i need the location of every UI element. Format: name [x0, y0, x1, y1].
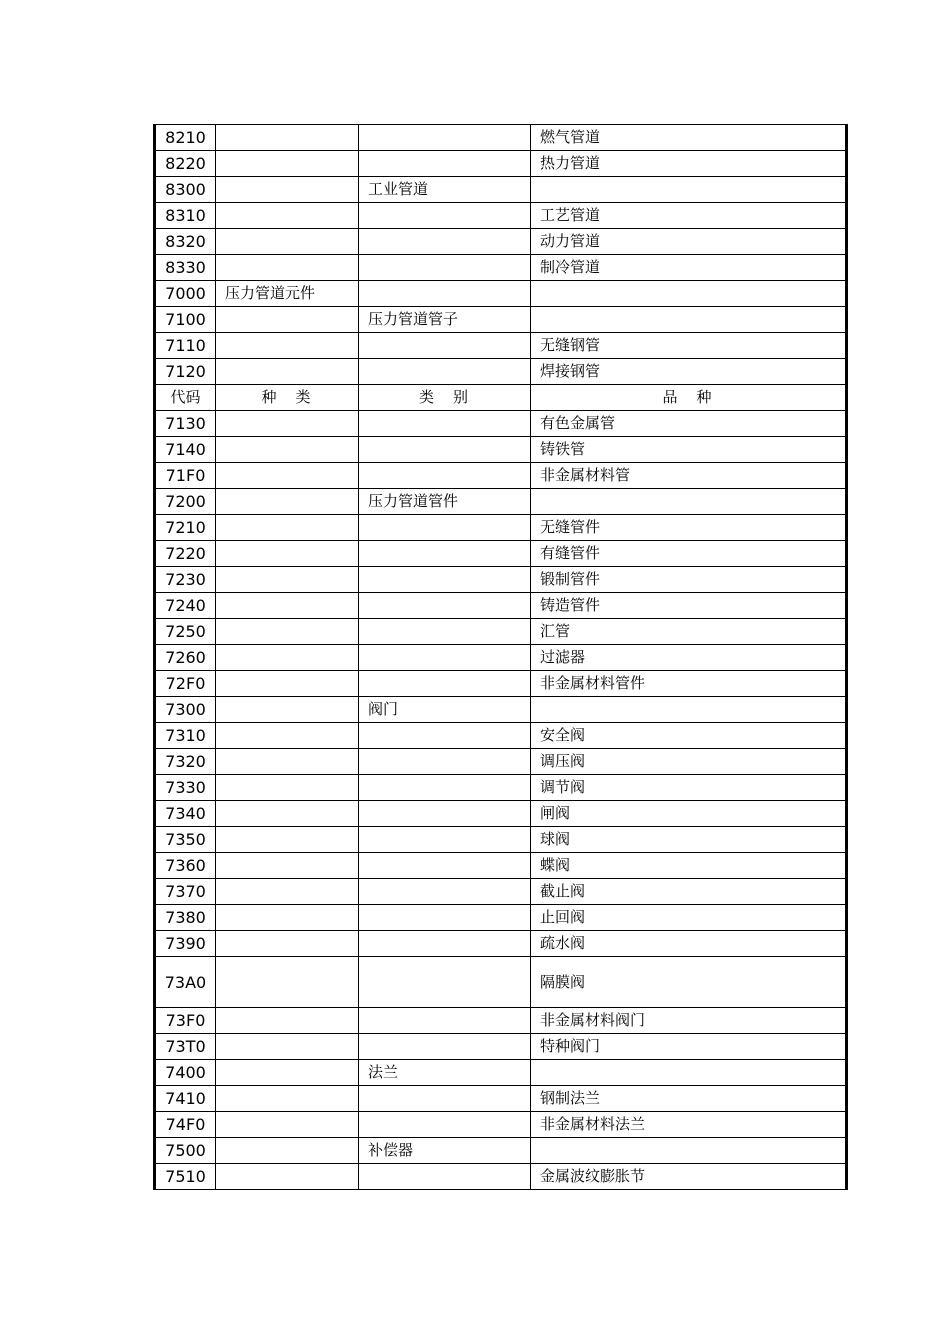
- code-cell: 7000: [155, 281, 216, 307]
- table-row: [155, 541, 847, 567]
- kind-cell: [216, 697, 359, 723]
- variety-cell: 热力管道: [531, 151, 847, 177]
- kind-cell: [216, 177, 359, 203]
- code-cell: 73T0: [155, 1034, 216, 1060]
- table-row: [155, 1138, 847, 1164]
- kind-cell: [216, 541, 359, 567]
- variety-cell: 调节阀: [531, 775, 847, 801]
- code-cell: 73F0: [155, 1008, 216, 1034]
- code-cell: 7370: [155, 879, 216, 905]
- category-cell: [359, 567, 531, 593]
- variety-cell: [531, 1138, 847, 1164]
- category-cell: 补偿器: [359, 1138, 531, 1164]
- category-cell: [359, 1164, 531, 1190]
- category-cell: [359, 203, 531, 229]
- table-row: [155, 879, 847, 905]
- table-row: [155, 645, 847, 671]
- category-cell: [359, 1008, 531, 1034]
- table-row: [155, 671, 847, 697]
- kind-cell: [216, 515, 359, 541]
- variety-cell: [531, 697, 847, 723]
- table-row: [155, 905, 847, 931]
- category-cell: [359, 801, 531, 827]
- code-cell: 7340: [155, 801, 216, 827]
- variety-cell: 调压阀: [531, 749, 847, 775]
- code-cell: 7230: [155, 567, 216, 593]
- kind-cell: [216, 931, 359, 957]
- kind-cell: [216, 645, 359, 671]
- code-cell: 71F0: [155, 463, 216, 489]
- variety-cell: 制冷管道: [531, 255, 847, 281]
- table-row: [155, 359, 847, 385]
- category-cell: [359, 125, 531, 151]
- table-row: [155, 853, 847, 879]
- variety-cell: 特种阀门: [531, 1034, 847, 1060]
- table-row: [155, 1060, 847, 1086]
- code-cell: 7140: [155, 437, 216, 463]
- table-row: [155, 723, 847, 749]
- code-cell: 7250: [155, 619, 216, 645]
- variety-cell: 金属波纹膨胀节: [531, 1164, 847, 1190]
- code-cell: 7220: [155, 541, 216, 567]
- code-cell: 8320: [155, 229, 216, 255]
- kind-cell: [216, 1164, 359, 1190]
- code-cell: 7400: [155, 1060, 216, 1086]
- kind-cell: 压力管道元件: [216, 281, 359, 307]
- category-cell: [359, 957, 531, 1008]
- variety-cell: 无缝管件: [531, 515, 847, 541]
- table-row: [155, 619, 847, 645]
- category-cell: [359, 229, 531, 255]
- category-cell: [359, 151, 531, 177]
- kind-cell: [216, 1034, 359, 1060]
- kind-cell: [216, 463, 359, 489]
- table-row: [155, 931, 847, 957]
- category-cell: [359, 853, 531, 879]
- code-cell: 7210: [155, 515, 216, 541]
- table-row: [155, 255, 847, 281]
- header-variety: 品 种: [531, 385, 847, 411]
- category-cell: [359, 437, 531, 463]
- kind-cell: [216, 827, 359, 853]
- category-cell: 法兰: [359, 1060, 531, 1086]
- variety-cell: 无缝钢管: [531, 333, 847, 359]
- category-cell: [359, 463, 531, 489]
- kind-cell: [216, 879, 359, 905]
- code-cell: 7500: [155, 1138, 216, 1164]
- variety-cell: 蝶阀: [531, 853, 847, 879]
- kind-cell: [216, 359, 359, 385]
- table-header-row: [155, 385, 847, 411]
- variety-cell: 安全阀: [531, 723, 847, 749]
- variety-cell: 汇管: [531, 619, 847, 645]
- table-row: [155, 749, 847, 775]
- table-row: [155, 567, 847, 593]
- variety-cell: 焊接钢管: [531, 359, 847, 385]
- category-cell: [359, 749, 531, 775]
- table-row: [155, 177, 847, 203]
- kind-cell: [216, 593, 359, 619]
- kind-cell: [216, 1112, 359, 1138]
- kind-cell: [216, 775, 359, 801]
- table-row: [155, 281, 847, 307]
- category-cell: [359, 515, 531, 541]
- code-cell: 7410: [155, 1086, 216, 1112]
- table-row: [155, 1112, 847, 1138]
- code-cell: 7320: [155, 749, 216, 775]
- category-cell: [359, 619, 531, 645]
- table-row: [155, 411, 847, 437]
- code-cell: 7330: [155, 775, 216, 801]
- category-cell: [359, 333, 531, 359]
- code-cell: 7360: [155, 853, 216, 879]
- category-cell: 阀门: [359, 697, 531, 723]
- kind-cell: [216, 1008, 359, 1034]
- category-cell: [359, 541, 531, 567]
- variety-cell: 非金属材料法兰: [531, 1112, 847, 1138]
- header-kind: 种 类: [216, 385, 359, 411]
- table-row: [155, 307, 847, 333]
- table-row: [155, 489, 847, 515]
- variety-cell: 铸造管件: [531, 593, 847, 619]
- kind-cell: [216, 619, 359, 645]
- table-row: [155, 1034, 847, 1060]
- table-row: [155, 437, 847, 463]
- variety-cell: 锻制管件: [531, 567, 847, 593]
- variety-cell: 疏水阀: [531, 931, 847, 957]
- code-cell: 7510: [155, 1164, 216, 1190]
- variety-cell: [531, 1060, 847, 1086]
- category-cell: [359, 1112, 531, 1138]
- kind-cell: [216, 489, 359, 515]
- category-cell: [359, 905, 531, 931]
- kind-cell: [216, 203, 359, 229]
- variety-cell: 过滤器: [531, 645, 847, 671]
- kind-cell: [216, 437, 359, 463]
- table-row: [155, 229, 847, 255]
- variety-cell: 止回阀: [531, 905, 847, 931]
- variety-cell: 非金属材料管件: [531, 671, 847, 697]
- table-row: [155, 593, 847, 619]
- kind-cell: [216, 723, 359, 749]
- kind-cell: [216, 229, 359, 255]
- table-row: [155, 801, 847, 827]
- category-cell: [359, 1086, 531, 1112]
- category-cell: [359, 1034, 531, 1060]
- variety-cell: 闸阀: [531, 801, 847, 827]
- table-row: [155, 1164, 847, 1190]
- code-cell: 7200: [155, 489, 216, 515]
- category-cell: [359, 827, 531, 853]
- category-cell: [359, 775, 531, 801]
- kind-cell: [216, 801, 359, 827]
- code-cell: 8210: [155, 125, 216, 151]
- code-cell: 8310: [155, 203, 216, 229]
- category-cell: [359, 723, 531, 749]
- variety-cell: 工艺管道: [531, 203, 847, 229]
- code-cell: 7300: [155, 697, 216, 723]
- header-code: 代码: [155, 385, 216, 411]
- category-cell: [359, 255, 531, 281]
- variety-cell: 球阀: [531, 827, 847, 853]
- variety-cell: 有缝管件: [531, 541, 847, 567]
- variety-cell: 非金属材料管: [531, 463, 847, 489]
- variety-cell: [531, 307, 847, 333]
- code-cell: 8330: [155, 255, 216, 281]
- category-cell: [359, 671, 531, 697]
- variety-cell: 有色金属管: [531, 411, 847, 437]
- code-cell: 7380: [155, 905, 216, 931]
- table-row: [155, 151, 847, 177]
- kind-cell: [216, 411, 359, 437]
- kind-cell: [216, 1138, 359, 1164]
- kind-cell: [216, 1086, 359, 1112]
- code-cell: 7130: [155, 411, 216, 437]
- header-category: 类 别: [359, 385, 531, 411]
- table-row: [155, 957, 847, 1008]
- variety-cell: 燃气管道: [531, 125, 847, 151]
- variety-cell: [531, 177, 847, 203]
- kind-cell: [216, 671, 359, 697]
- kind-cell: [216, 957, 359, 1008]
- variety-cell: [531, 489, 847, 515]
- variety-cell: 钢制法兰: [531, 1086, 847, 1112]
- kind-cell: [216, 255, 359, 281]
- category-cell: [359, 281, 531, 307]
- kind-cell: [216, 1060, 359, 1086]
- kind-cell: [216, 333, 359, 359]
- kind-cell: [216, 125, 359, 151]
- code-cell: 72F0: [155, 671, 216, 697]
- equipment-code-table: [153, 124, 848, 1190]
- table-row: [155, 125, 847, 151]
- code-cell: 7240: [155, 593, 216, 619]
- code-cell: 7100: [155, 307, 216, 333]
- kind-cell: [216, 853, 359, 879]
- table-row: [155, 827, 847, 853]
- code-cell: 7110: [155, 333, 216, 359]
- category-cell: [359, 359, 531, 385]
- kind-cell: [216, 151, 359, 177]
- table-row: [155, 463, 847, 489]
- table-body: [155, 125, 847, 1190]
- variety-cell: 非金属材料阀门: [531, 1008, 847, 1034]
- code-cell: 7350: [155, 827, 216, 853]
- code-cell: 7120: [155, 359, 216, 385]
- variety-cell: 铸铁管: [531, 437, 847, 463]
- category-cell: [359, 411, 531, 437]
- code-cell: 73A0: [155, 957, 216, 1008]
- variety-cell: 隔膜阀: [531, 957, 847, 1008]
- category-cell: [359, 879, 531, 905]
- category-cell: [359, 931, 531, 957]
- table-row: [155, 203, 847, 229]
- table-row: [155, 515, 847, 541]
- variety-cell: [531, 281, 847, 307]
- kind-cell: [216, 567, 359, 593]
- variety-cell: 截止阀: [531, 879, 847, 905]
- table-row: [155, 697, 847, 723]
- category-cell: 工业管道: [359, 177, 531, 203]
- code-cell: 8220: [155, 151, 216, 177]
- kind-cell: [216, 905, 359, 931]
- category-cell: 压力管道管子: [359, 307, 531, 333]
- code-cell: 8300: [155, 177, 216, 203]
- variety-cell: 动力管道: [531, 229, 847, 255]
- table-row: [155, 1086, 847, 1112]
- kind-cell: [216, 749, 359, 775]
- category-cell: 压力管道管件: [359, 489, 531, 515]
- code-cell: 7390: [155, 931, 216, 957]
- category-cell: [359, 645, 531, 671]
- table-row: [155, 1008, 847, 1034]
- code-cell: 7260: [155, 645, 216, 671]
- table-row: [155, 333, 847, 359]
- code-cell: 74F0: [155, 1112, 216, 1138]
- kind-cell: [216, 307, 359, 333]
- code-cell: 7310: [155, 723, 216, 749]
- category-cell: [359, 593, 531, 619]
- table-row: [155, 775, 847, 801]
